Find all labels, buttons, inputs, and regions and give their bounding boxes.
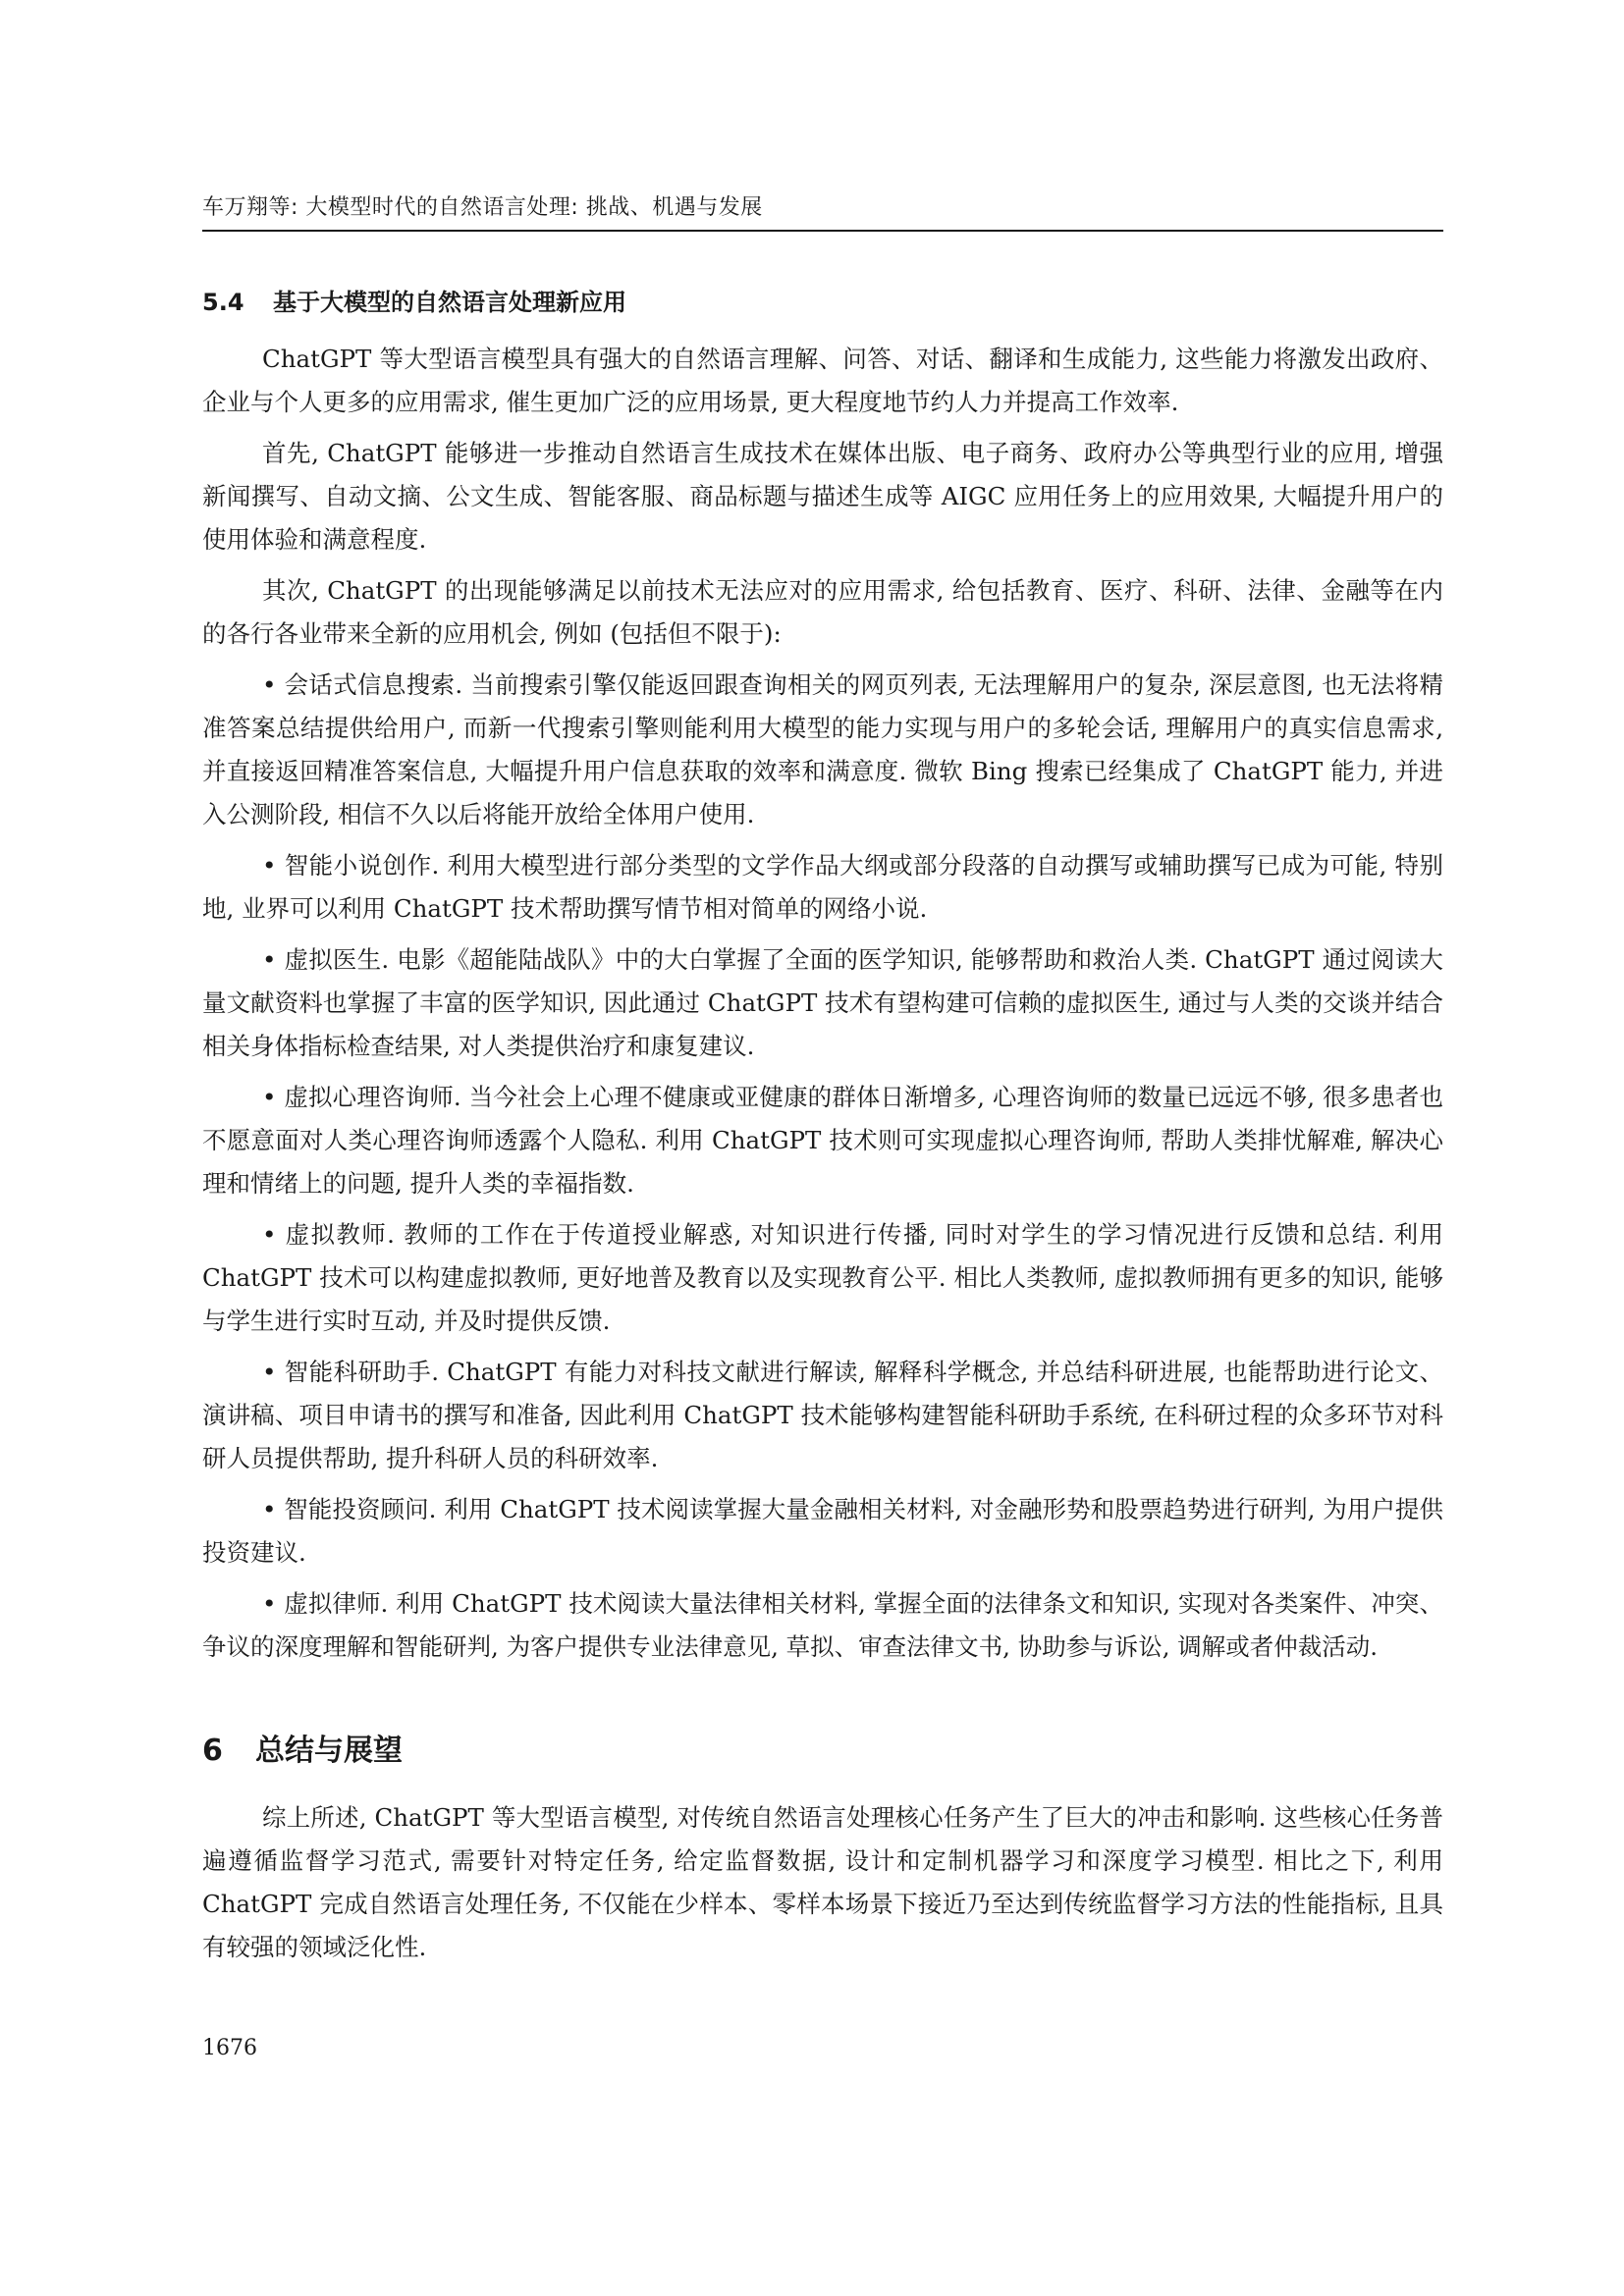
bullet-item: • 智能小说创作. 利用大模型进行部分类型的文学作品大纲或部分段落的自动撰写或辅助撰写已成为可能, 特别地, 业界可以利用 ChatGPT 技术帮助撰写情节相对简单的网络小说. (202, 851, 1443, 923)
bullet-item: • 虚拟医生. 电影《超能陆战队》中的大白掌握了全面的医学知识, 能够帮助和救治人类. ChatGPT 通过阅读大量文献资料也掌握了丰富的医学知识, 因此通过 ChatGPT 技术有望构建可信赖的虚拟医生, 通过与人类的交谈并结合相关身体指标检查结果, 对人类提供治疗和康复建议. (202, 945, 1443, 1060)
paragraph: 综上所述, ChatGPT 等大型语言模型, 对传统自然语言处理核心任务产生了巨大的冲击和影响. 这些核心任务普遍遵循监督学习范式, 需要针对特定任务, 给定监督数据, 设计和定制机器学习和深度学习模型. 相比之下, 利用 ChatGPT 完成自然语言处理任务, 不仅能在少样本、零样本场景下接近乃至达到传统监督学习方法的性能指标, 且具有较强的领域泛化性. (202, 1803, 1443, 1961)
bullet-item: • 虚拟律师. 利用 ChatGPT 技术阅读大量法律相关材料, 掌握全面的法律条文和知识, 实现对各类案件、冲突、争议的深度理解和智能研判, 为客户提供专业法律意见, 草拟、审查法律文书, 协助参与诉讼, 调解或者仲裁活动. (202, 1589, 1443, 1661)
paragraph: ChatGPT 等大型语言模型具有强大的自然语言理解、问答、对话、翻译和生成能力, 这些能力将激发出政府、企业与个人更多的应用需求, 催生更加广泛的应用场景, 更大程度地节约人力并提高工作效率. (202, 345, 1443, 416)
bullet-item: • 虚拟教师. 教师的工作在于传道授业解惑, 对知识进行传播, 同时对学生的学习情况进行反馈和总结. 利用 ChatGPT 技术可以构建虚拟教师, 更好地普及教育以及实现教育公平. 相比人类教师, 虚拟教师拥有更多的知识, 能够与学生进行实时互动, 并及时提供反馈. (202, 1220, 1443, 1335)
main-content (202, 285, 1443, 1977)
paragraph: 首先, ChatGPT 能够进一步推动自然语言生成技术在媒体出版、电子商务、政府办公等典型行业的应用, 增强新闻撰写、自动文摘、公文生成、智能客服、商品标题与描述生成等 AIGC 应用任务上的应用效果, 大幅提升用户的使用体验和满意程度. (202, 439, 1443, 554)
header-rule (202, 230, 1443, 232)
page-number: 1676 (202, 2036, 257, 2060)
running-head: 车万翔等: 大模型时代的自然语言处理: 挑战、机遇与发展 (202, 195, 763, 220)
paragraph: 其次, ChatGPT 的出现能够满足以前技术无法应对的应用需求, 给包括教育、医疗、科研、法律、金融等在内的各行各业带来全新的应用机会, 例如 (包括但不限于): (202, 576, 1443, 648)
subsection-number: 5.4 (202, 289, 244, 316)
bullet-item: • 会话式信息搜索. 当前搜索引擎仅能返回跟查询相关的网页列表, 无法理解用户的复杂, 深层意图, 也无法将精准答案总结提供给用户, 而新一代搜索引擎则能利用大模型的能力实现与用户的多轮会话, 理解用户的真实信息需求, 并直接返回精准答案信息, 大幅提升用户信息获取的效率和满意度. 微软 Bing 搜索已经集成了 ChatGPT 能力, 并进入公测阶段, 相信不久以后将能开放给全体用户使用. (202, 670, 1443, 828)
bullet-item: • 智能投资顾问. 利用 ChatGPT 技术阅读掌握大量金融相关材料, 对金融形势和股票趋势进行研判, 为用户提供投资建议. (202, 1495, 1443, 1567)
section-title: 总结与展望 (255, 1734, 403, 1768)
bullet-item: • 虚拟心理咨询师. 当今社会上心理不健康或亚健康的群体日渐增多, 心理咨询师的数量已远远不够, 很多患者也不愿意面对人类心理咨询师透露个人隐私. 利用 ChatGPT 技术则可实现虚拟心理咨询师, 帮助人类排忧解难, 解决心理和情绪上的问题, 提升人类的幸福指数. (202, 1083, 1443, 1198)
section-number: 6 (202, 1734, 223, 1768)
section-heading (202, 1732, 1443, 1771)
subsection-heading (202, 285, 1443, 320)
subsection-title: 基于大模型的自然语言处理新应用 (273, 289, 626, 316)
bullet-item: • 智能科研助手. ChatGPT 有能力对科技文献进行解读, 解释科学概念, 并总结科研进展, 也能帮助进行论文、演讲稿、项目申请书的撰写和准备, 因此利用 ChatGPT 技术能够构建智能科研助手系统, 在科研过程的众多环节对科研人员提供帮助, 提升科研人员的科研效率. (202, 1358, 1443, 1472)
